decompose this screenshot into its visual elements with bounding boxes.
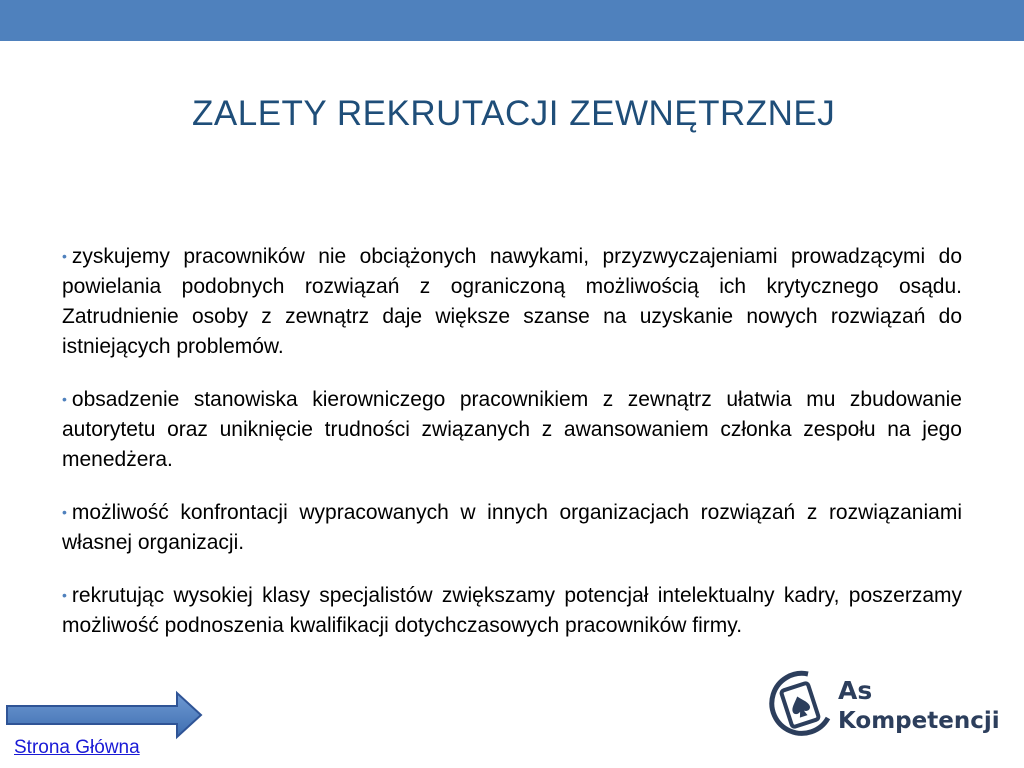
list-item bbox=[62, 241, 962, 362]
home-link[interactable]: Strona Główna bbox=[14, 737, 140, 758]
bullet-icon: • bbox=[62, 248, 67, 264]
spade-card-icon bbox=[768, 668, 834, 744]
bullet-text: zyskujemy pracowników nie obciążonych nawykami, przyzwyczajeniami prowadzącymi do powielania podobnych rozwiązań z ograniczoną możliwością ich krytycznego osądu. Zatrudnienie osoby z zewnątrz daje większe szanse na uzyskanie nowych rozwiązań do istniejących problemów. bbox=[62, 245, 962, 358]
top-accent-bar bbox=[0, 0, 1024, 41]
list-item bbox=[62, 384, 962, 475]
list-item bbox=[62, 580, 962, 641]
logo-wordmark bbox=[838, 676, 1000, 736]
logo-text-line1: As bbox=[838, 676, 873, 705]
bullet-text: obsadzenie stanowiska kierowniczego pracownikiem z zewnątrz ułatwia mu zbudowanie autorytetu oraz uniknięcie trudności związanych z awansowaniem członka zespołu na jego menedżera. bbox=[62, 388, 962, 471]
bullet-icon: • bbox=[62, 391, 67, 407]
slide-title: ZALETY REKRUTACJI ZEWNĘTRZNEJ bbox=[192, 94, 836, 133]
list-item bbox=[62, 497, 962, 558]
bullet-text: możliwość konfrontacji wypracowanych w innych organizacjach rozwiązań z rozwiązaniami własnej organizacji. bbox=[62, 501, 962, 554]
bullet-text: rekrutując wysokiej klasy specjalistów zwiększamy potencjał intelektualny kadry, poszerzamy możliwość podnoszenia kwalifikacji dotychczasowych pracowników firmy. bbox=[62, 584, 962, 637]
logo-text-line2: Kompetencji bbox=[838, 708, 1000, 734]
logo bbox=[768, 668, 998, 748]
right-arrow-icon[interactable] bbox=[4, 690, 204, 740]
bullet-list bbox=[62, 241, 962, 663]
bullet-icon: • bbox=[62, 504, 67, 520]
bullet-icon: • bbox=[62, 587, 67, 603]
